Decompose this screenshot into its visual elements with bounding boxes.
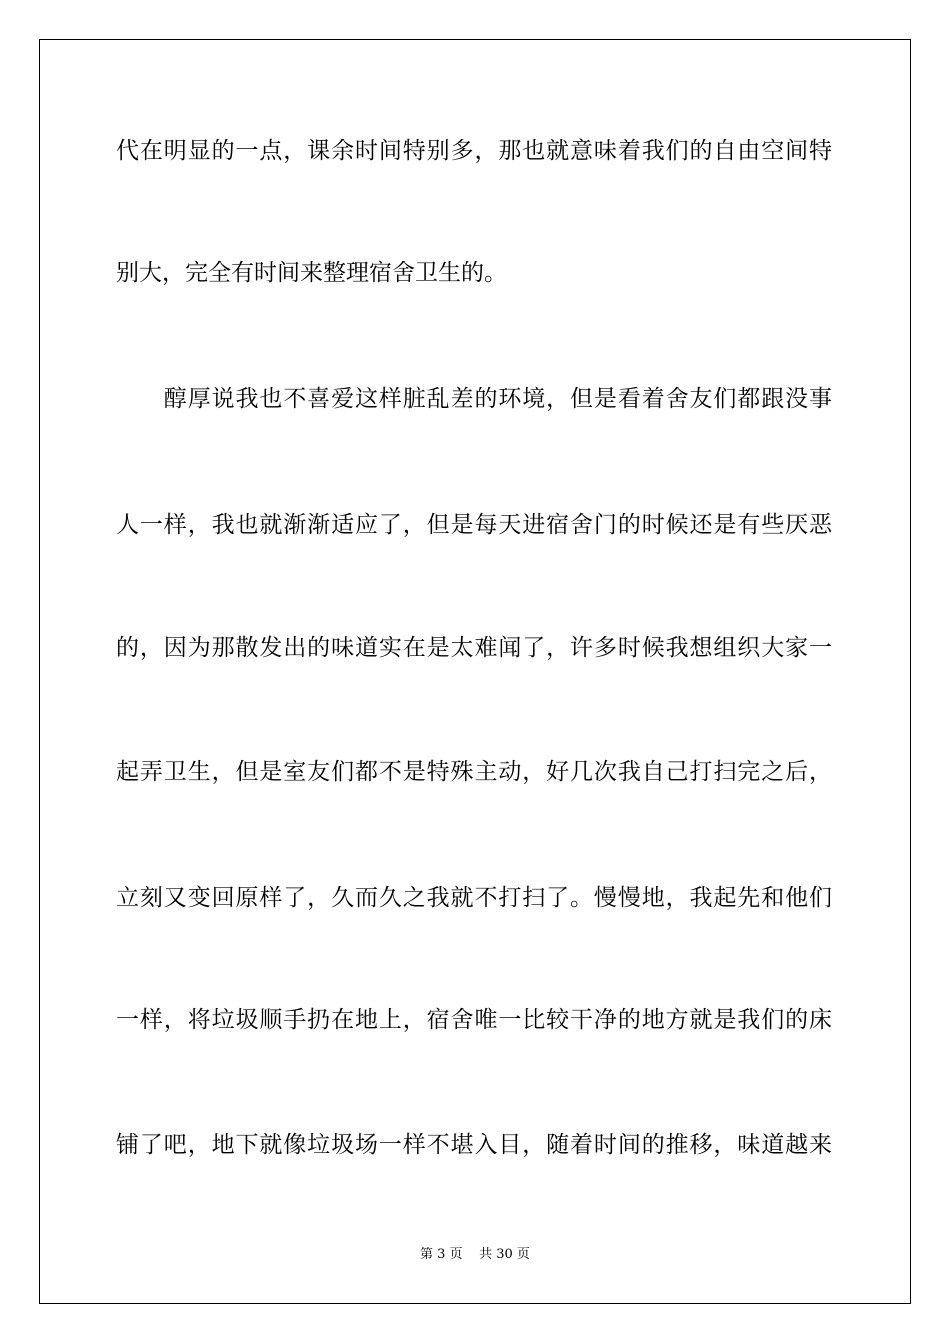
body-text-line: 醇厚说我也不喜爱这样脏乱差的环境，但是看着舍友们都跟没事 <box>116 386 832 412</box>
body-text-line: 代在明显的一点，课余时间特别多，那也就意味着我们的自由空间特 <box>116 138 832 164</box>
total-pages: 共 30 页 <box>479 1247 530 1262</box>
page-footer <box>0 1247 950 1263</box>
body-text-line: 别大，完全有时间来整理宿舍卫生的。 <box>116 260 507 286</box>
body-text-line: 立刻又变回原样了，久而久之我就不打扫了。慢慢地，我起先和他们 <box>116 885 832 911</box>
body-text-line: 人一样，我也就渐渐适应了，但是每天进宿舍门的时候还是有些厌恶 <box>116 512 832 538</box>
body-text-line: 的，因为那散发出的味道实在是太难闻了，许多时候我想组织大家一 <box>116 635 832 661</box>
body-text-line: 一样，将垃圾顺手扔在地上，宿舍唯一比较干净的地方就是我们的床 <box>116 1007 832 1033</box>
page-border <box>39 39 911 1304</box>
body-text-line: 铺了吧，地下就像垃圾场一样不堪入目，随着时间的推移，味道越来 <box>116 1132 832 1158</box>
page-number: 第 3 页 <box>420 1247 463 1262</box>
body-text-line: 起弄卫生，但是室友们都不是特殊主动，好几次我自己打扫完之后， <box>116 759 832 785</box>
